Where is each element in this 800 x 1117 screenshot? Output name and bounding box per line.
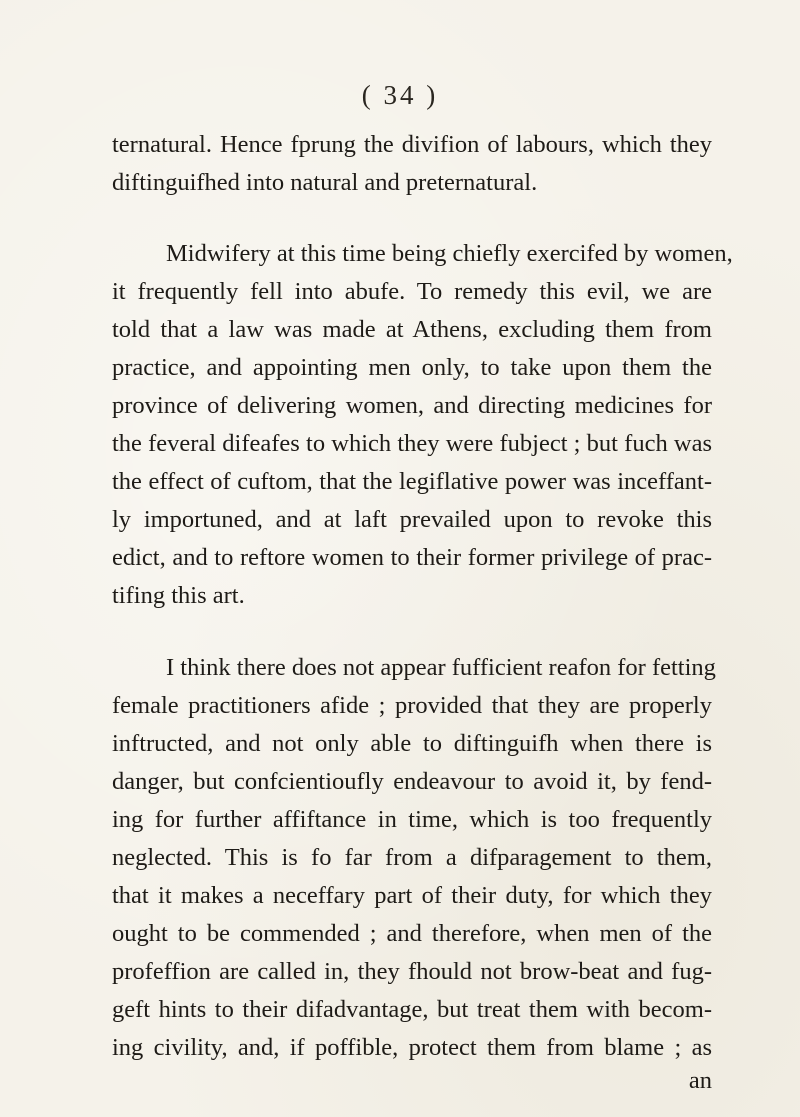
paragraph-2-line-4: practice, and appointing men only, to take upon them the [112,354,712,381]
paragraph-2-line-3: told that a law was made at Athens, excluding them from [112,316,712,343]
paragraph-3-line-5: ing for further affiftance in time, which is too frequently [112,806,712,833]
paragraph-3-line-11: ing civility, and, if poffible, protect them from blame ; as [112,1034,712,1061]
paragraph-3-line-7: that it makes a neceffary part of their duty, for which they [112,882,712,909]
paragraph-2-line-9: edict, and to reftore women to their former privilege of prac- [112,544,712,571]
paragraph-3-line-6: neglected. This is fo far from a difparagement to them, [112,844,712,871]
page-number: ( 34 ) [361,80,439,110]
paragraph-3-line-10: geft hints to their difadvantage, but treat them with becom- [112,996,712,1023]
paragraph-3-line-2: female practitioners afide ; provided that they are properly [112,692,712,719]
paragraph-1-line-2: diftinguifhed into natural and preternatural. [112,169,538,196]
paragraph-3-line-3: inftructed, and not only able to diftinguifh when there is [112,730,712,757]
catchword: an [688,1067,712,1094]
paragraph-3-line-4: danger, but confcientioufly endeavour to avoid it, by fend- [112,768,712,795]
paragraph-2-line-7: the effect of cuftom, that the legiflative power was inceffant- [112,468,712,495]
paragraph-2-line-2: it frequently fell into abufe. To remedy this evil, we are [112,278,712,305]
paragraph-2-line-8: ly importuned, and at laft prevailed upon to revoke this [112,506,712,533]
paragraph-2-line-1: Midwifery at this time being chiefly exercifed by women, [166,240,733,267]
paragraph-3-line-1: I think there does not appear fufficient reafon for fetting [166,654,716,681]
paragraph-2-line-6: the feveral difeafes to which they were fubject ; but fuch was [112,430,712,457]
paragraph-2-line-5: province of delivering women, and directing medicines for [112,392,712,419]
paragraph-1-line-1: ternatural. Hence fprung the divifion of labours, which they [112,131,712,158]
paragraph-2-line-10: tifing this art. [112,582,245,609]
paragraph-3-line-8: ought to be commended ; and therefore, when men of the [112,920,712,947]
paragraph-3-line-9: profeffion are called in, they fhould not brow-beat and fug- [112,958,712,985]
